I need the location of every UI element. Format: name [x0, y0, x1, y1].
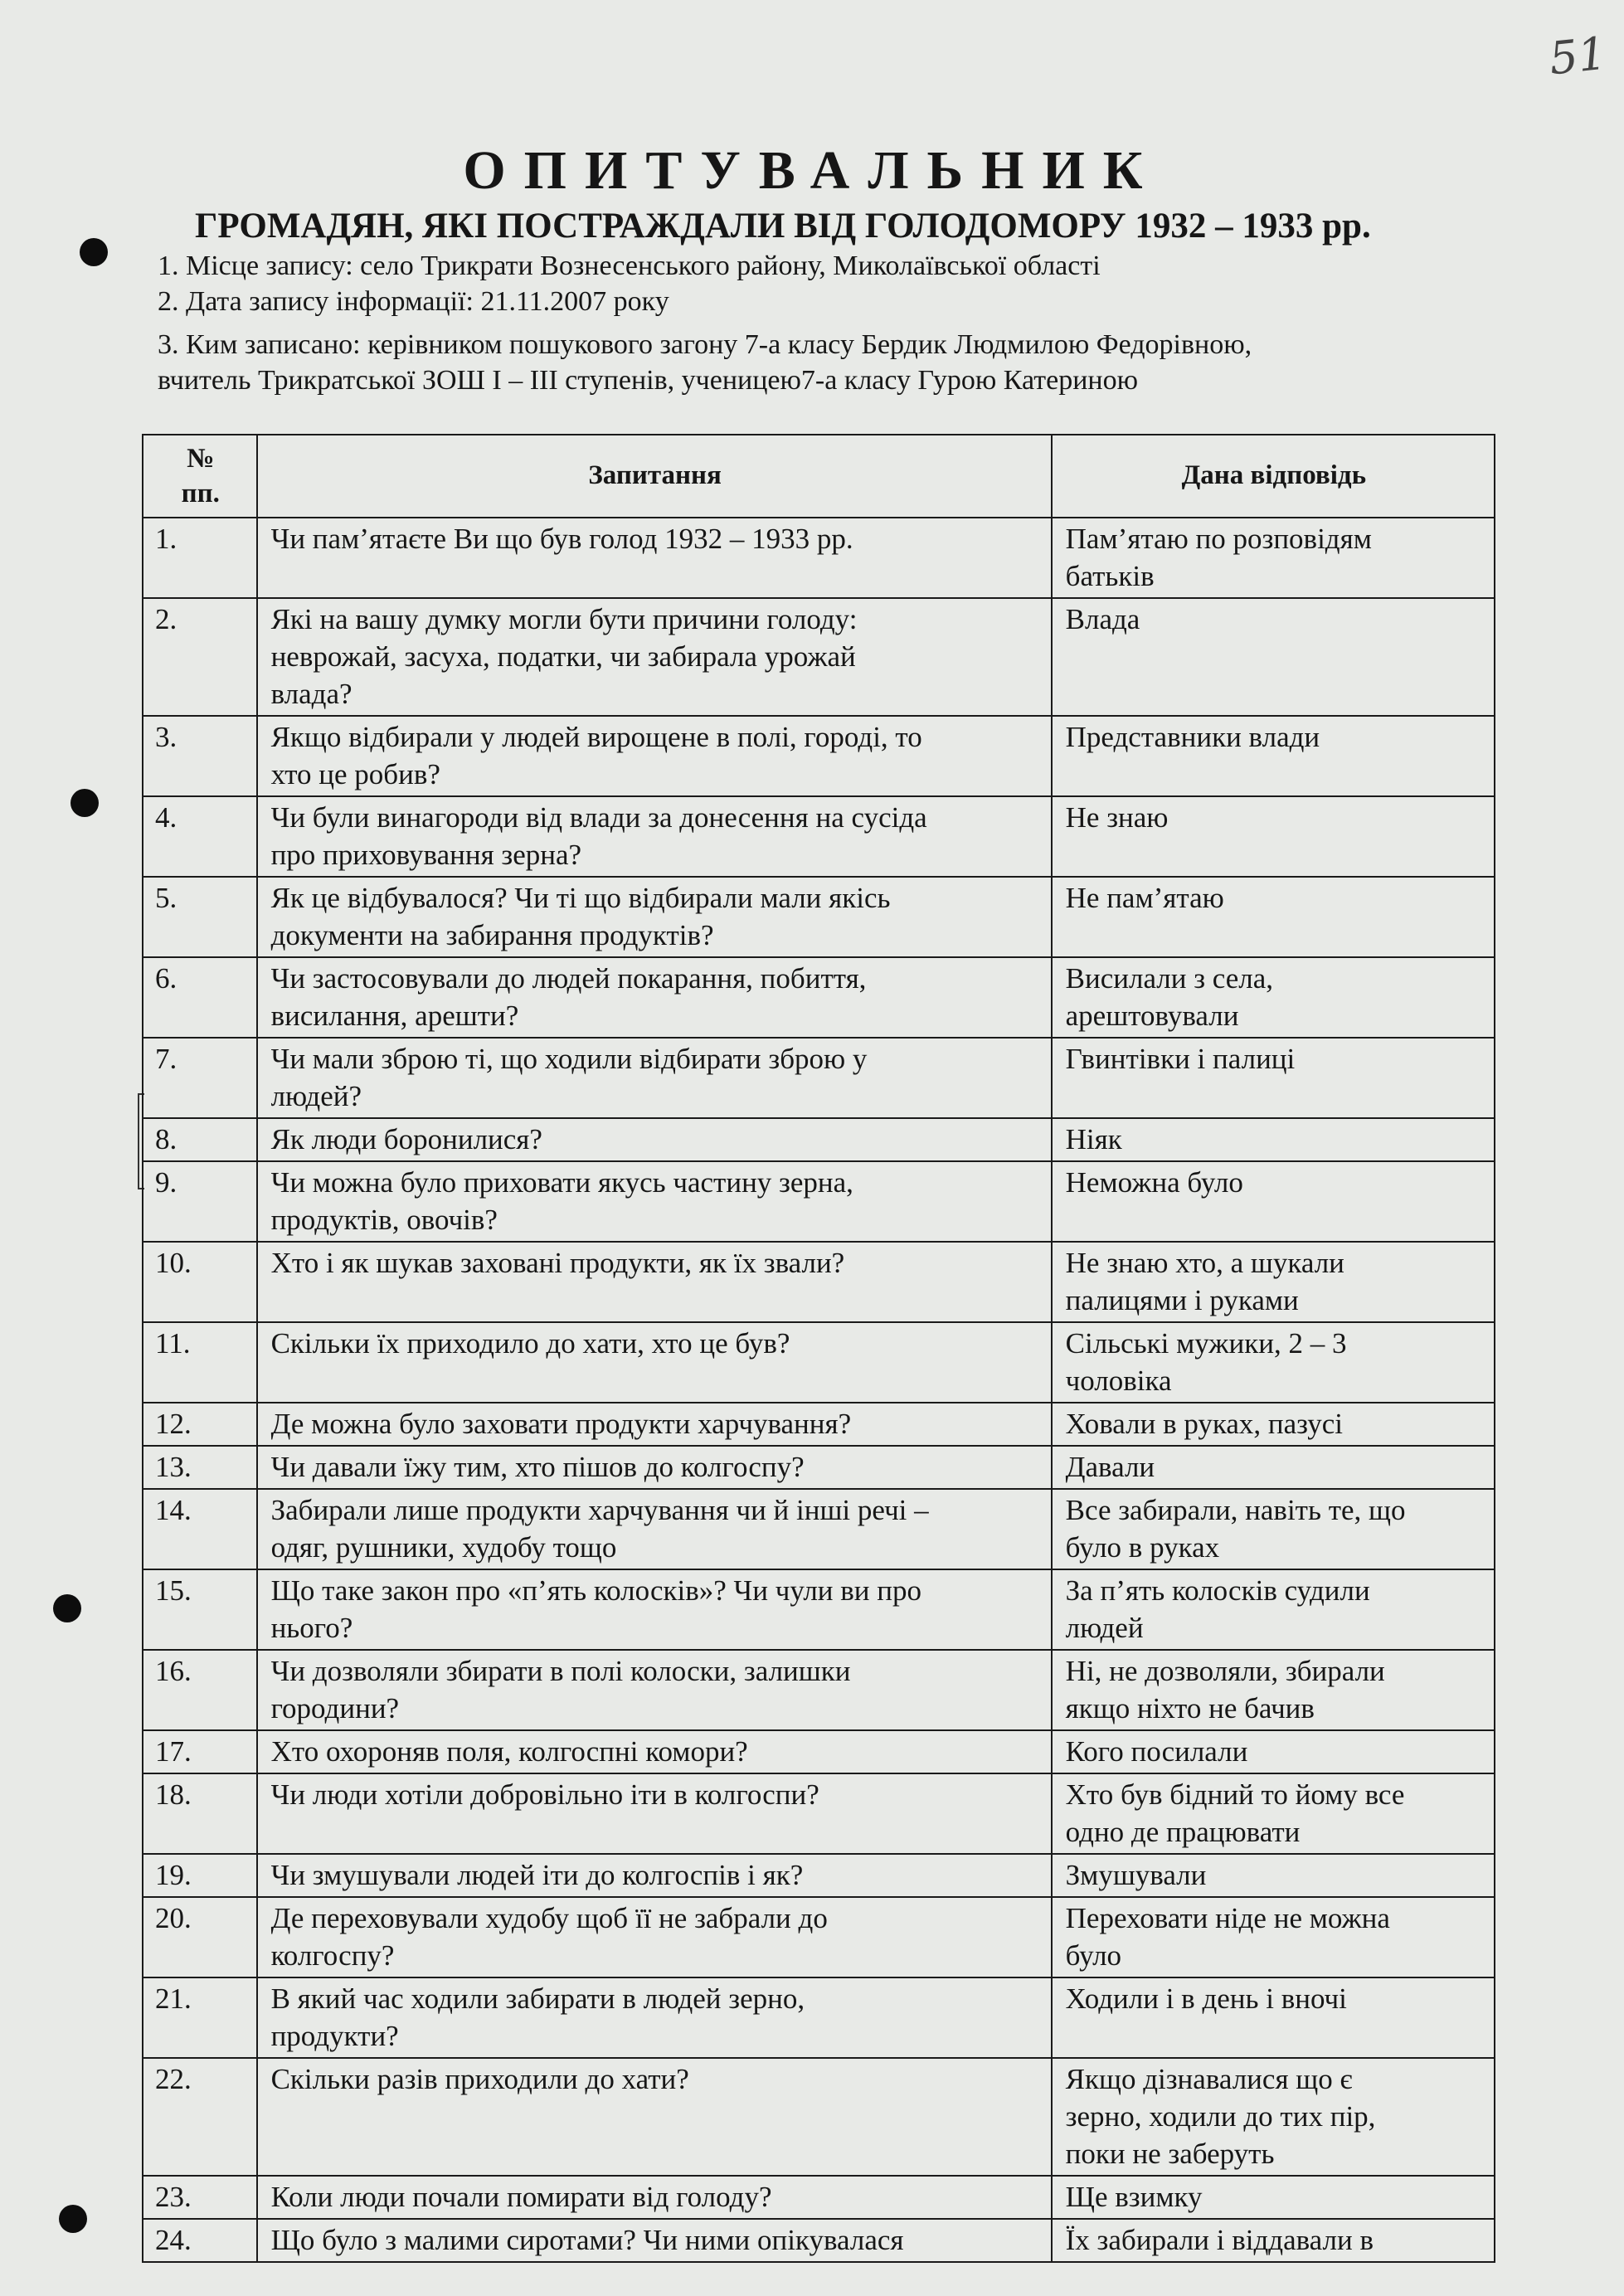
question-line: Хто і як шукав заховані продукти, як їх звали?	[270, 1247, 845, 1279]
row-number: 10.	[143, 1242, 257, 1322]
header-question: Запитання	[257, 435, 1052, 518]
row-number: 23.	[143, 2176, 257, 2219]
row-number: 22.	[143, 2058, 257, 2176]
question-line: городини?	[270, 1692, 400, 1724]
header-number-abbr: пп.	[181, 478, 220, 508]
answer-cell	[1052, 1489, 1495, 1569]
table-row	[143, 796, 1495, 877]
answer-line: Їх забирали і віддавали в	[1065, 2224, 1374, 2256]
answer-cell	[1052, 957, 1495, 1038]
question-cell	[257, 518, 1052, 598]
question-line: хто це робив?	[270, 758, 440, 790]
answer-line: Ховали в руках, пазусі	[1065, 1408, 1344, 1440]
header-number-symbol: №	[187, 443, 215, 474]
answer-line: Гвинтівки і палиці	[1065, 1043, 1296, 1075]
row-number: 20.	[143, 1897, 257, 1977]
question-line: Які на вашу думку могли бути причини голоду:	[270, 603, 858, 635]
table-row	[143, 1161, 1495, 1242]
question-cell	[257, 1773, 1052, 1854]
table-row	[143, 1446, 1495, 1489]
answer-line: Не знаю хто, а шукали	[1065, 1247, 1344, 1279]
table-row	[143, 716, 1495, 796]
question-cell	[257, 1977, 1052, 2058]
question-line: Скільки разів приходили до хати?	[270, 2063, 689, 2095]
answer-line: чоловіка	[1065, 1364, 1172, 1397]
table-row	[143, 1650, 1495, 1730]
question-line: Чи були винагороди від влади за донесення на сусіда	[270, 801, 927, 834]
answer-cell	[1052, 2176, 1495, 2219]
question-cell	[257, 598, 1052, 716]
row-number: 12.	[143, 1403, 257, 1446]
question-line: Коли люди почали помирати від голоду?	[270, 2181, 772, 2213]
row-number: 21.	[143, 1977, 257, 2058]
row-number: 1.	[143, 518, 257, 598]
question-cell	[257, 957, 1052, 1038]
answer-line: Хто був бідний то йому все	[1065, 1778, 1405, 1811]
answer-cell	[1052, 877, 1495, 957]
question-line: Чи давали їжу тим, хто пішов до колгоспу?	[270, 1451, 805, 1483]
row-number: 14.	[143, 1489, 257, 1569]
answer-line: Неможна було	[1065, 1166, 1243, 1199]
question-line: Де переховували худобу щоб її не забрали до	[270, 1902, 828, 1934]
question-cell	[257, 1118, 1052, 1161]
question-line: В який час ходили забирати в людей зерно,	[270, 1982, 805, 2015]
table-row	[143, 1242, 1495, 1322]
punch-hole	[53, 1594, 81, 1622]
question-line: Де можна було заховати продукти харчування?	[270, 1408, 852, 1440]
row-number: 2.	[143, 598, 257, 716]
question-line: продукти?	[270, 2020, 399, 2052]
question-cell	[257, 1242, 1052, 1322]
answer-line: Ще взимку	[1065, 2181, 1203, 2213]
answer-line: Переховати ніде не можна	[1065, 1902, 1390, 1934]
answer-line: Висилали з села,	[1065, 962, 1274, 995]
question-cell	[257, 1897, 1052, 1977]
answer-cell	[1052, 1322, 1495, 1403]
question-cell	[257, 1730, 1052, 1773]
row-number: 6.	[143, 957, 257, 1038]
info-recorded-by-cont: вчитель Трикратської ЗОШ І – ІІІ ступенів, ученицею7-а класу Гурою Катериною	[158, 365, 1138, 396]
punch-hole	[71, 789, 99, 817]
answer-cell	[1052, 716, 1495, 796]
question-cell	[257, 2058, 1052, 2176]
question-line: Чи можна було приховати якусь частину зерна,	[270, 1166, 853, 1199]
question-line: Чи змушували людей іти до колгоспів і як?	[270, 1859, 804, 1891]
question-line: Чи застосовували до людей покарання, побиття,	[270, 962, 867, 995]
answer-cell	[1052, 1773, 1495, 1854]
answer-cell	[1052, 1730, 1495, 1773]
header-answer: Дана відповідь	[1052, 435, 1495, 518]
table-row	[143, 598, 1495, 716]
answer-line: Влада	[1065, 603, 1140, 635]
answer-line: Пам’ятаю по розповідям	[1065, 523, 1372, 555]
answer-line: Ніяк	[1065, 1123, 1122, 1155]
question-line: Що було з малими сиротами? Чи ними опікувалася	[270, 2224, 904, 2256]
table-row	[143, 1897, 1495, 1977]
question-cell	[257, 1650, 1052, 1730]
info-place: 1. Місце запису: село Трикрати Вознесенського району, Миколаївської області	[158, 251, 1101, 281]
question-cell	[257, 1038, 1052, 1118]
question-line: колгоспу?	[270, 1939, 395, 1972]
info-date: 2. Дата запису інформації: 21.11.2007 року	[158, 286, 669, 317]
answer-line: було в руках	[1065, 1531, 1220, 1564]
table-row	[143, 1977, 1495, 2058]
table-row	[143, 2058, 1495, 2176]
row-number: 3.	[143, 716, 257, 796]
answer-cell	[1052, 1650, 1495, 1730]
row-number: 15.	[143, 1569, 257, 1650]
answer-cell	[1052, 598, 1495, 716]
question-line: Як це відбувалося? Чи ті що відбирали мали якісь	[270, 882, 891, 914]
question-line: Забирали лише продукти харчування чи й інші речі –	[270, 1494, 929, 1526]
question-line: про приховування зерна?	[270, 839, 582, 871]
document-subtitle: ГРОМАДЯН, ЯКІ ПОСТРАЖДАЛИ ВІД ГОЛОДОМОРУ 1932 – 1933 рр.	[195, 207, 1371, 246]
answer-line: було	[1065, 1939, 1122, 1972]
row-number: 17.	[143, 1730, 257, 1773]
answer-line: Якщо дізнавалися що є	[1065, 2063, 1353, 2095]
question-cell	[257, 1489, 1052, 1569]
table-row	[143, 1773, 1495, 1854]
answer-line: одно де працювати	[1065, 1816, 1301, 1848]
table-row	[143, 1569, 1495, 1650]
table-row	[143, 2219, 1495, 2262]
answer-line: Не знаю	[1065, 801, 1169, 834]
row-number: 16.	[143, 1650, 257, 1730]
answer-line: людей	[1065, 1612, 1144, 1644]
answer-line: якщо ніхто не бачив	[1065, 1692, 1315, 1724]
table-row	[143, 518, 1495, 598]
question-line: одяг, рушники, худобу тощо	[270, 1531, 617, 1564]
answer-cell	[1052, 1897, 1495, 1977]
header-number	[143, 435, 257, 518]
question-cell	[257, 796, 1052, 877]
question-cell	[257, 716, 1052, 796]
answer-line: батьків	[1065, 560, 1155, 592]
answer-cell	[1052, 2058, 1495, 2176]
question-line: Чи мали зброю ті, що ходили відбирати зброю у	[270, 1043, 868, 1075]
answer-line: Представники влади	[1065, 721, 1320, 753]
answer-cell	[1052, 2219, 1495, 2262]
answer-cell	[1052, 796, 1495, 877]
answer-cell	[1052, 1242, 1495, 1322]
questionnaire-table	[142, 434, 1495, 2263]
handwritten-page-number: 51	[1546, 27, 1609, 85]
question-line: Якщо відбирали у людей вирощене в полі, городі, то	[270, 721, 922, 753]
question-line: документи на забирання продуктів?	[270, 919, 714, 951]
answer-line: Все забирали, навіть те, що	[1065, 1494, 1406, 1526]
question-cell	[257, 1403, 1052, 1446]
answer-line: поки не заберуть	[1065, 2138, 1275, 2170]
row-number: 13.	[143, 1446, 257, 1489]
question-line: влада?	[270, 678, 353, 710]
row-number: 7.	[143, 1038, 257, 1118]
answer-line: Не пам’ятаю	[1065, 882, 1224, 914]
answer-line: Давали	[1065, 1451, 1155, 1483]
question-cell	[257, 1322, 1052, 1403]
row-number: 5.	[143, 877, 257, 957]
answer-line: арештовували	[1065, 1000, 1239, 1032]
answer-line: зерно, ходили до тих пір,	[1065, 2100, 1376, 2133]
question-cell	[257, 1446, 1052, 1489]
question-cell	[257, 1854, 1052, 1897]
table-row	[143, 2176, 1495, 2219]
table-row	[143, 1854, 1495, 1897]
punch-hole	[59, 2205, 87, 2233]
answer-cell	[1052, 1403, 1495, 1446]
answer-line: За п’ять колосків судили	[1065, 1574, 1370, 1607]
answer-cell	[1052, 1446, 1495, 1489]
answer-cell	[1052, 1569, 1495, 1650]
answer-line: Ходили і в день і вночі	[1065, 1982, 1347, 2015]
answer-cell	[1052, 1118, 1495, 1161]
table-row	[143, 1038, 1495, 1118]
row-number: 18.	[143, 1773, 257, 1854]
answer-cell	[1052, 518, 1495, 598]
question-cell	[257, 2176, 1052, 2219]
answer-cell	[1052, 1854, 1495, 1897]
question-line: людей?	[270, 1080, 362, 1112]
answer-line: Сільські мужики, 2 – 3	[1065, 1327, 1347, 1360]
answer-cell	[1052, 1977, 1495, 2058]
answer-cell	[1052, 1161, 1495, 1242]
question-line: Що таке закон про «п’ять колосків»? Чи чули ви про	[270, 1574, 922, 1607]
table-row	[143, 1403, 1495, 1446]
question-line: Чи дозволяли збирати в полі колоски, залишки	[270, 1655, 851, 1687]
row-number: 11.	[143, 1322, 257, 1403]
row-number: 8.	[143, 1118, 257, 1161]
table-row	[143, 957, 1495, 1038]
question-line: продуктів, овочів?	[270, 1204, 498, 1236]
question-cell	[257, 1569, 1052, 1650]
answer-line: Ні, не дозволяли, збирали	[1065, 1655, 1385, 1687]
row-number: 24.	[143, 2219, 257, 2262]
answer-line: Кого посилали	[1065, 1735, 1248, 1768]
question-line: Чи пам’ятаєте Ви що був голод 1932 – 1933 рр.	[270, 523, 853, 555]
table-row	[143, 877, 1495, 957]
question-cell	[257, 2219, 1052, 2262]
question-line: Хто охороняв поля, колгоспні комори?	[270, 1735, 748, 1768]
answer-line: Змушували	[1065, 1859, 1207, 1891]
question-line: нього?	[270, 1612, 353, 1644]
question-line: Скільки їх приходило до хати, хто це був?	[270, 1327, 790, 1360]
table-row	[143, 1730, 1495, 1773]
row-number: 19.	[143, 1854, 257, 1897]
punch-hole	[80, 238, 108, 266]
info-recorded-by: 3. Ким записано: керівником пошукового загону 7-а класу Бердик Людмилою Федорівною,	[158, 329, 1252, 360]
table-header-row	[143, 435, 1495, 518]
row-number: 4.	[143, 796, 257, 877]
question-line: висилання, арешти?	[270, 1000, 519, 1032]
answer-line: палицями і руками	[1065, 1284, 1299, 1316]
table-row	[143, 1489, 1495, 1569]
question-line: неврожай, засуха, податки, чи забирала урожай	[270, 640, 856, 673]
table-row	[143, 1118, 1495, 1161]
question-cell	[257, 1161, 1052, 1242]
row-number: 9.	[143, 1161, 257, 1242]
table-row	[143, 1322, 1495, 1403]
question-line: Як люди боронилися?	[270, 1123, 542, 1155]
answer-cell	[1052, 1038, 1495, 1118]
question-cell	[257, 877, 1052, 957]
question-line: Чи люди хотіли добровільно іти в колгоспи?	[270, 1778, 819, 1811]
document-title: ОПИТУВАЛЬНИК	[463, 140, 1161, 201]
